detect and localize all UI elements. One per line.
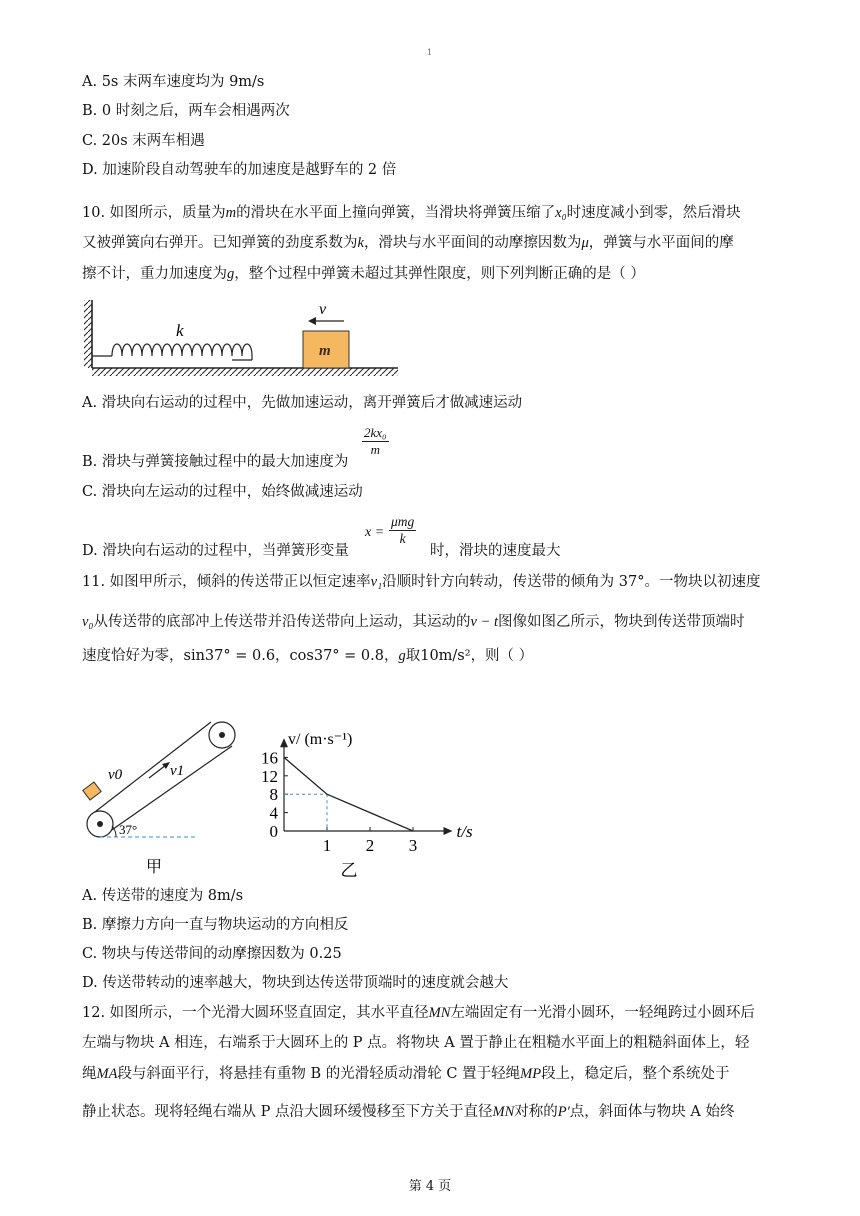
q9-option-a: A. 5s 末两车速度均为 9m/s (82, 74, 265, 90)
q10-option-a: A. 滑块向右运动的过程中，先做加速运动，离开弹簧后才做减速运动 (82, 395, 523, 411)
y-axis-arrow (280, 738, 288, 747)
x-tick-label: 1 (322, 836, 332, 855)
x-axis-label: t/s (456, 822, 473, 841)
q11-stem-line2: v₀从传送带的底部冲上传送带并沿传送带向上运动，其运动的v − t图像如图乙所示，物块到传送带顶端时 (82, 614, 745, 630)
v1-label: v1 (170, 763, 185, 779)
q10-spring-figure (82, 296, 402, 382)
x-tick-label: 2 (365, 836, 375, 855)
y-tick-label: 16 (261, 748, 278, 768)
figure-yi-caption: 乙 (340, 861, 358, 881)
v0-label: v0 (108, 767, 123, 783)
y-tick-label: 8 (269, 785, 278, 805)
q12-stem-line3: 绳MA段与斜面平行，将悬挂有重物 B 的光滑轻质动滑轮 C 置于轻绳MP段上，稳定后，整个系统处于 (82, 1066, 730, 1082)
q10-option-b-fraction: $\frac{\text{2kx₀}}{m}$ (364, 425, 387, 457)
q10-stem-line1: 10. 如图所示，质量为m的滑块在水平面上撞向弹簧，当滑块将弹簧压缩了x₀时速度减小到零，然后滑块 (82, 205, 741, 221)
q10-option-d-end: 时，滑块的速度最大 (430, 543, 561, 559)
y-axis-label: v/ (m·s⁻¹) (288, 731, 353, 749)
q11-option-d: D. 传送带转动的速率越大，物块到达传送带顶端时的速度就会越大 (82, 975, 509, 991)
block-m-label: m (319, 343, 331, 359)
q9-option-b: B. 0 时刻之后，两车会相遇两次 (82, 103, 290, 119)
q10-option-b: B. 滑块与弹簧接触过程中的最大加速度为 (82, 454, 349, 470)
q10-option-d: D. 滑块向右运动的过程中，当弹簧形变量 (82, 543, 349, 559)
figure-jia-caption: 甲 (146, 857, 163, 876)
q10-option-d-fraction: μmg k (391, 514, 415, 546)
q11-conveyor-figure (78, 712, 258, 882)
spring-k-label: k (176, 321, 184, 340)
q11-option-b: B. 摩擦力方向一直与物块运动的方向相反 (82, 917, 349, 933)
angle-label: 37° (119, 822, 138, 837)
q10-option-c: C. 滑块向左运动的过程中，始终做减速运动 (82, 484, 363, 500)
conveyor-block (83, 782, 101, 800)
q11-stem-line1: 11. 如图甲所示，倾斜的传送带正以恒定速率v₁沿顺时针方向转动，传送带的倾角为 37°。一物块以初速度 (82, 574, 761, 590)
page-top-mark: 1 (427, 48, 433, 57)
q12-stem-line4: 静止状态。现将轻绳右端从 P 点沿大圆环缓慢移至下方关于直径MN对称的P′点，斜面体与物块 A 始终 (82, 1104, 735, 1120)
q10-option-d-x: x = (365, 525, 385, 540)
q10-stem-line3: 擦不计，重力加速度为g，整个过程中弹簧未超过其弹性限度，则下列判断正确的是（ ） (82, 266, 645, 282)
velocity-v-label: v (319, 301, 327, 318)
q9-option-d: D. 加速阶段自动驾驶车的加速度是越野车的 2 倍 (82, 162, 397, 178)
q11-stem-line3: 速度恰好为零，sin37° = 0.6，cos37° = 0.8，g取10m/s²，则（ ） (82, 648, 534, 664)
q11-vt-chart (258, 676, 478, 882)
x-axis-arrow (444, 827, 453, 835)
y-tick-label: 0 (269, 822, 278, 841)
y-tick-label: 4 (269, 803, 278, 823)
q9-option-c: C. 20s 末两车相遇 (82, 133, 205, 149)
q10-stem-line2: 又被弹簧向右弹开。已知弹簧的劲度系数为k，滑块与水平面间的动摩擦因数为μ，弹簧与水平面间的摩 (82, 235, 734, 251)
y-tick-label: 12 (261, 766, 278, 786)
q11-option-c: C. 物块与传送带间的动摩擦因数为 0.25 (82, 946, 342, 962)
spring (92, 344, 252, 360)
q12-stem-line1: 12. 如图所示，一个光滑大圆环竖直固定，其水平直径MN左端固定有一光滑小圆环，一轻绳跨过小圆环后 (82, 1005, 755, 1021)
q11-option-a: A. 传送带的速度为 8m/s (82, 888, 244, 904)
x-tick-label: 3 (408, 836, 418, 855)
page-footer: 第 4 页 (408, 1179, 452, 1194)
q12-stem-line2: 左端与物块 A 相连，右端系于大圆环上的 P 点。将物块 A 置于静止在粗糙水平面上的粗糙斜面体上，轻 (82, 1035, 750, 1051)
